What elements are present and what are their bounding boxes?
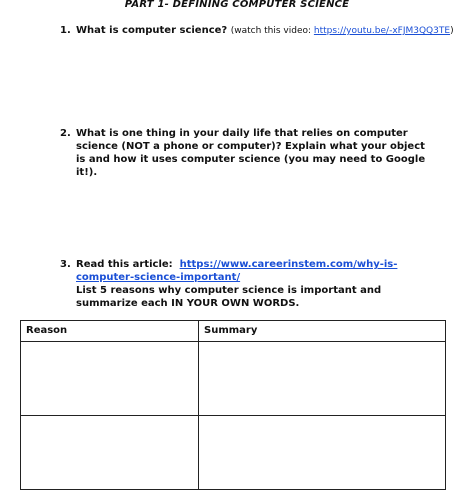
question-2 <box>60 127 436 179</box>
question-3 <box>60 258 438 310</box>
question-3-number: 3. <box>60 259 71 270</box>
summary-header: Summary <box>199 321 446 342</box>
question-2-text: What is one thing in your daily life that relies on computer science (NOT a phone or computer)? Explain what your object is and how it uses computer science (you may need to Google it!). <box>76 128 426 178</box>
reason-cell[interactable] <box>21 416 199 490</box>
question-3-lead: Read this article: <box>76 259 173 270</box>
question-3-text: List 5 reasons why computer science is important and summarize each IN YOUR OWN WORDS. <box>76 285 382 309</box>
question-1-note-suffix: ) <box>450 26 454 36</box>
table-header-row <box>21 321 446 342</box>
reason-header: Reason <box>21 321 199 342</box>
question-1-text: What is computer science? <box>76 25 228 36</box>
article-link[interactable]: https://www.careerinstem.com/why-is-computer-science-important/ <box>76 259 398 283</box>
table-row <box>21 416 446 490</box>
reason-cell[interactable] <box>21 342 199 416</box>
question-2-number: 2. <box>60 128 71 139</box>
table-row <box>21 342 446 416</box>
page-title: PART 1- DEFINING COMPUTER SCIENCE <box>124 0 350 10</box>
reasons-table <box>20 320 446 490</box>
question-1-note-prefix: (watch this video: <box>230 26 314 36</box>
question-1 <box>60 24 471 38</box>
video-link[interactable]: https://youtu.be/-xFJM3QQ3TE <box>313 26 451 36</box>
summary-cell[interactable] <box>199 342 446 416</box>
question-1-number: 1. <box>60 25 71 36</box>
summary-cell[interactable] <box>199 416 446 490</box>
